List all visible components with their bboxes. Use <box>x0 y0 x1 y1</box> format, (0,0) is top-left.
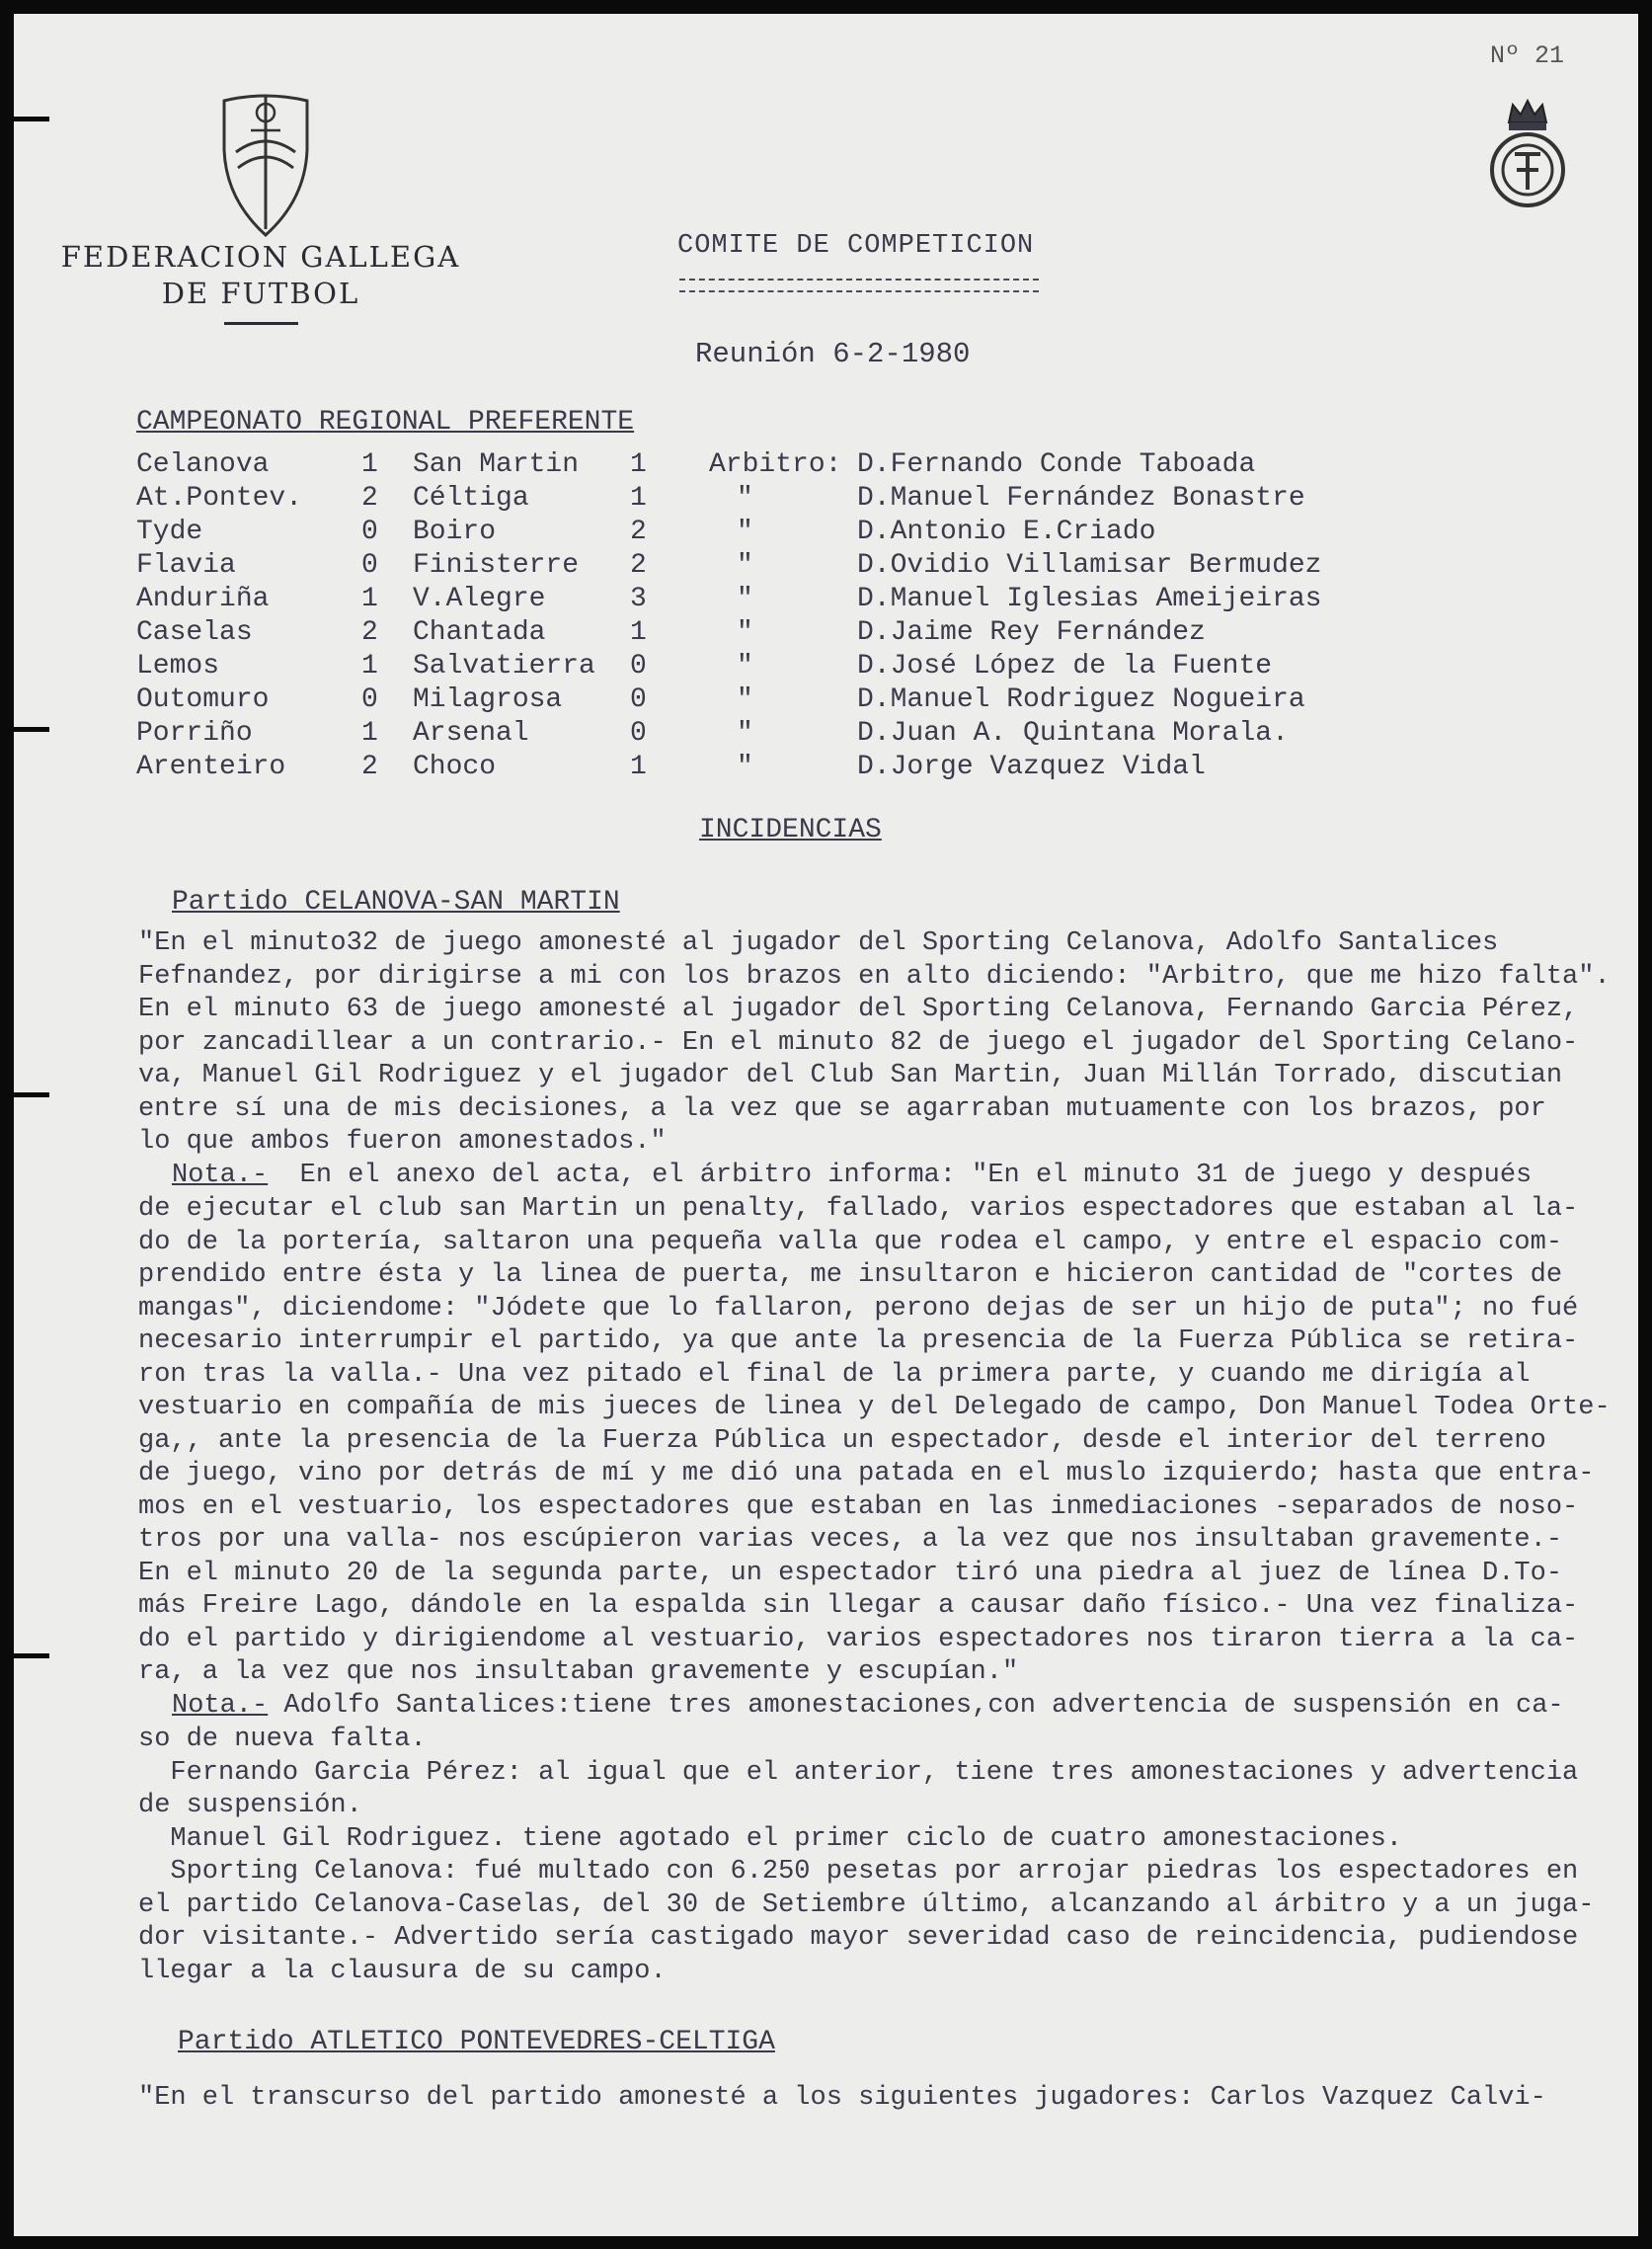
ditto-mark: " <box>737 752 753 782</box>
home-score: 2 <box>361 483 378 514</box>
referee-name: D.Juan A. Quintana Morala. <box>857 718 1289 749</box>
committee-title: COMITE DE COMPETICION <box>677 231 1035 261</box>
home-score: 0 <box>361 517 378 547</box>
ditto-mark: " <box>737 483 753 514</box>
home-score: 1 <box>361 651 378 682</box>
federation-name-line1: FEDERACION GALLEGA <box>60 240 461 274</box>
match1-note2-first-line <box>172 1690 1564 1724</box>
away-score: 2 <box>630 517 647 547</box>
away-team: V.Alegre <box>413 584 546 614</box>
home-score: 0 <box>361 550 378 581</box>
championship-title: CAMPEONATO REGIONAL PREFERENTE <box>136 407 635 438</box>
away-score: 0 <box>630 651 647 682</box>
home-team: Anduriña <box>136 584 270 614</box>
away-team: Choco <box>413 752 497 782</box>
federation-rule <box>224 322 298 325</box>
match1-note1-body: de ejecutar el club san Martin un penalty, fallado, varios espectadores que estaban al la- do de la portería, saltaron una pequeña valla que rodea el campo, y entre el espacio com- prendido entre ésta y la linea de puerta, me insultaron e hicieron cantidad de "cortes de mangas", diciendome: "Jódete que lo fallaron, perono dejas de ser un hijo de puta"; no fué necesario interrumpir el partido, ya que ante la presencia de la Fuerza Pública se retira- ron tras la valla.- Una vez pitado el final de la primera parte, y cuando me dirigía al vestuario en compañía de mis jueces de linea y del Delegado de campo, Don Manuel Todea Orte- ga,, ante la presencia de la Fuerza Pública un espectador, desde el interior del terreno de juego, vino por detrás de mí y me dió una patada en el muslo izquierdo; hasta que entra- mos en el vestuario, los espectadores que estaban en las inmediaciones -separados de noso- tros por una valla- nos escúpieron varias veces, a la vez que nos insultaban gravemente.- En el minuto 20 de la segunda parte, un espectador tiró una piedra al juez de línea D.To- más Freire Lago, dándole en la espalda sin llegar a causar daño físico.- Una vez finaliza- do el partido y dirigiendome al vestuario, varios espectadores nos tiraron tierra a la ca- ra, a la vez que nos insultaban gravemente y escupían." <box>138 1194 1611 1687</box>
referee-name: D.Jaime Rey Fernández <box>857 617 1206 648</box>
ditto-mark: " <box>737 651 753 682</box>
meeting-date: Reunión 6-2-1980 <box>695 338 971 370</box>
referee-name: D.Jorge Vazquez Vidal <box>857 752 1206 782</box>
away-team: Boiro <box>413 517 497 547</box>
federation-name-line2: DE FUTBOL <box>161 277 360 310</box>
ditto-mark: " <box>737 517 753 547</box>
ditto-mark: " <box>737 617 753 648</box>
referee-label: Arbitro: <box>709 449 842 480</box>
home-team: Lemos <box>136 651 220 682</box>
punch-mark <box>14 727 49 732</box>
note-text: En el anexo del acta, el árbitro informa: "En el minuto 31 de juego y después <box>268 1161 1533 1190</box>
referee-name: D.José López de la Fuente <box>857 651 1273 682</box>
ditto-mark: " <box>737 684 753 715</box>
away-team: Milagrosa <box>413 684 563 715</box>
incidents-title: INCIDENCIAS <box>699 815 882 845</box>
away-team: San Martin <box>413 449 580 480</box>
home-score: 1 <box>361 449 378 480</box>
away-score: 0 <box>630 684 647 715</box>
away-score: 1 <box>630 752 647 782</box>
away-score: 2 <box>630 550 647 581</box>
punch-mark <box>14 117 49 121</box>
home-team: Tyde <box>136 517 203 547</box>
ditto-mark: " <box>737 718 753 749</box>
home-team: Arenteiro <box>136 752 286 782</box>
home-team: Celanova <box>136 449 270 480</box>
home-score: 0 <box>361 684 378 715</box>
referee-name: D.Ovidio Villamisar Bermudez <box>857 550 1322 581</box>
away-score: 1 <box>630 483 647 514</box>
crown-crest-icon <box>1483 93 1572 215</box>
home-team: Flavia <box>136 550 236 581</box>
away-score: 1 <box>630 449 647 480</box>
away-team: Arsenal <box>413 718 529 749</box>
note-text: Adolfo Santalices:tiene tres amonestaciones,con advertencia de suspensión en ca- <box>268 1691 1564 1721</box>
home-score: 1 <box>361 718 378 749</box>
federation-name <box>53 239 468 312</box>
home-score: 1 <box>361 584 378 614</box>
home-score: 2 <box>361 617 378 648</box>
punch-mark <box>14 1653 49 1658</box>
ditto-mark: " <box>737 550 753 581</box>
match1-note1-first-line <box>172 1160 1532 1193</box>
ditto-mark: " <box>737 584 753 614</box>
committee-title-rule <box>679 279 1039 292</box>
federation-shield-icon <box>216 91 315 239</box>
match2-referee-report: "En el transcurso del partido amonesté a los siguientes jugadores: Carlos Vazquez Calvi- <box>138 2083 1546 2113</box>
match2-title: Partido ATLETICO PONTEVEDRES-CELTIGA <box>178 2027 775 2057</box>
note-label: Nota.- <box>172 1161 269 1190</box>
home-team: Porriño <box>136 718 253 749</box>
home-score: 2 <box>361 752 378 782</box>
match1-title: Partido CELANOVA-SAN MARTIN <box>172 887 620 918</box>
document-number: Nº 21 <box>1489 41 1564 70</box>
away-team: Finisterre <box>413 550 580 581</box>
referee-name: D.Manuel Rodriguez Nogueira <box>857 684 1305 715</box>
home-team: At.Pontev. <box>136 483 303 514</box>
document-page <box>14 14 1638 2236</box>
referee-name: D.Manuel Iglesias Ameijeiras <box>857 584 1322 614</box>
away-team: Salvatierra <box>413 651 595 682</box>
away-score: 0 <box>630 718 647 749</box>
away-score: 3 <box>630 584 647 614</box>
away-team: Céltiga <box>413 483 529 514</box>
away-team: Chantada <box>413 617 546 648</box>
referee-name: D.Antonio E.Criado <box>857 517 1156 547</box>
home-team: Caselas <box>136 617 253 648</box>
referee-name: D.Fernando Conde Taboada <box>857 449 1256 480</box>
punch-mark <box>14 1092 49 1097</box>
home-team: Outomuro <box>136 684 270 715</box>
referee-name: D.Manuel Fernández Bonastre <box>857 483 1305 514</box>
match1-note2-body: so de nueva falta. Fernando Garcia Pérez: al igual que el anterior, tiene tres amonestaciones y advertencia de suspensión. Manuel Gil Rodriguez. tiene agotado el primer ciclo de cuatro amonestaciones. Sporting Celanova: fué multado con 6.250 pesetas por arrojar piedras los espectadores en el partido Celanova-Caselas, del 30 de Setiembre último, alcanzando al árbitro y a un juga- dor visitante.- Advertido sería castigado mayor severidad caso de reincidencia, pudiendose llegar a la clausura de su campo. <box>138 1725 1595 1986</box>
note-label: Nota.- <box>172 1691 269 1721</box>
match1-referee-report: "En el minuto32 de juego amonesté al jugador del Sporting Celanova, Adolfo Santalices Fefnandez, por dirigirse a mi con los brazos en alto diciendo: "Arbitro, que me hizo falta". En el minuto 63 de juego amonesté al jugador del Sporting Celanova, Fernando Garcia Pérez, por zancadillear a un contrario.- En el minuto 82 de juego el jugador del Sporting Celano- va, Manuel Gil Rodriguez y el jugador del Club San Martin, Juan Millán Torrado, discutian entre sí una de mis decisiones, a la vez que se agarraban mutuamente con los brazos, por lo que ambos fueron amonestados." <box>138 928 1611 1157</box>
away-score: 1 <box>630 617 647 648</box>
